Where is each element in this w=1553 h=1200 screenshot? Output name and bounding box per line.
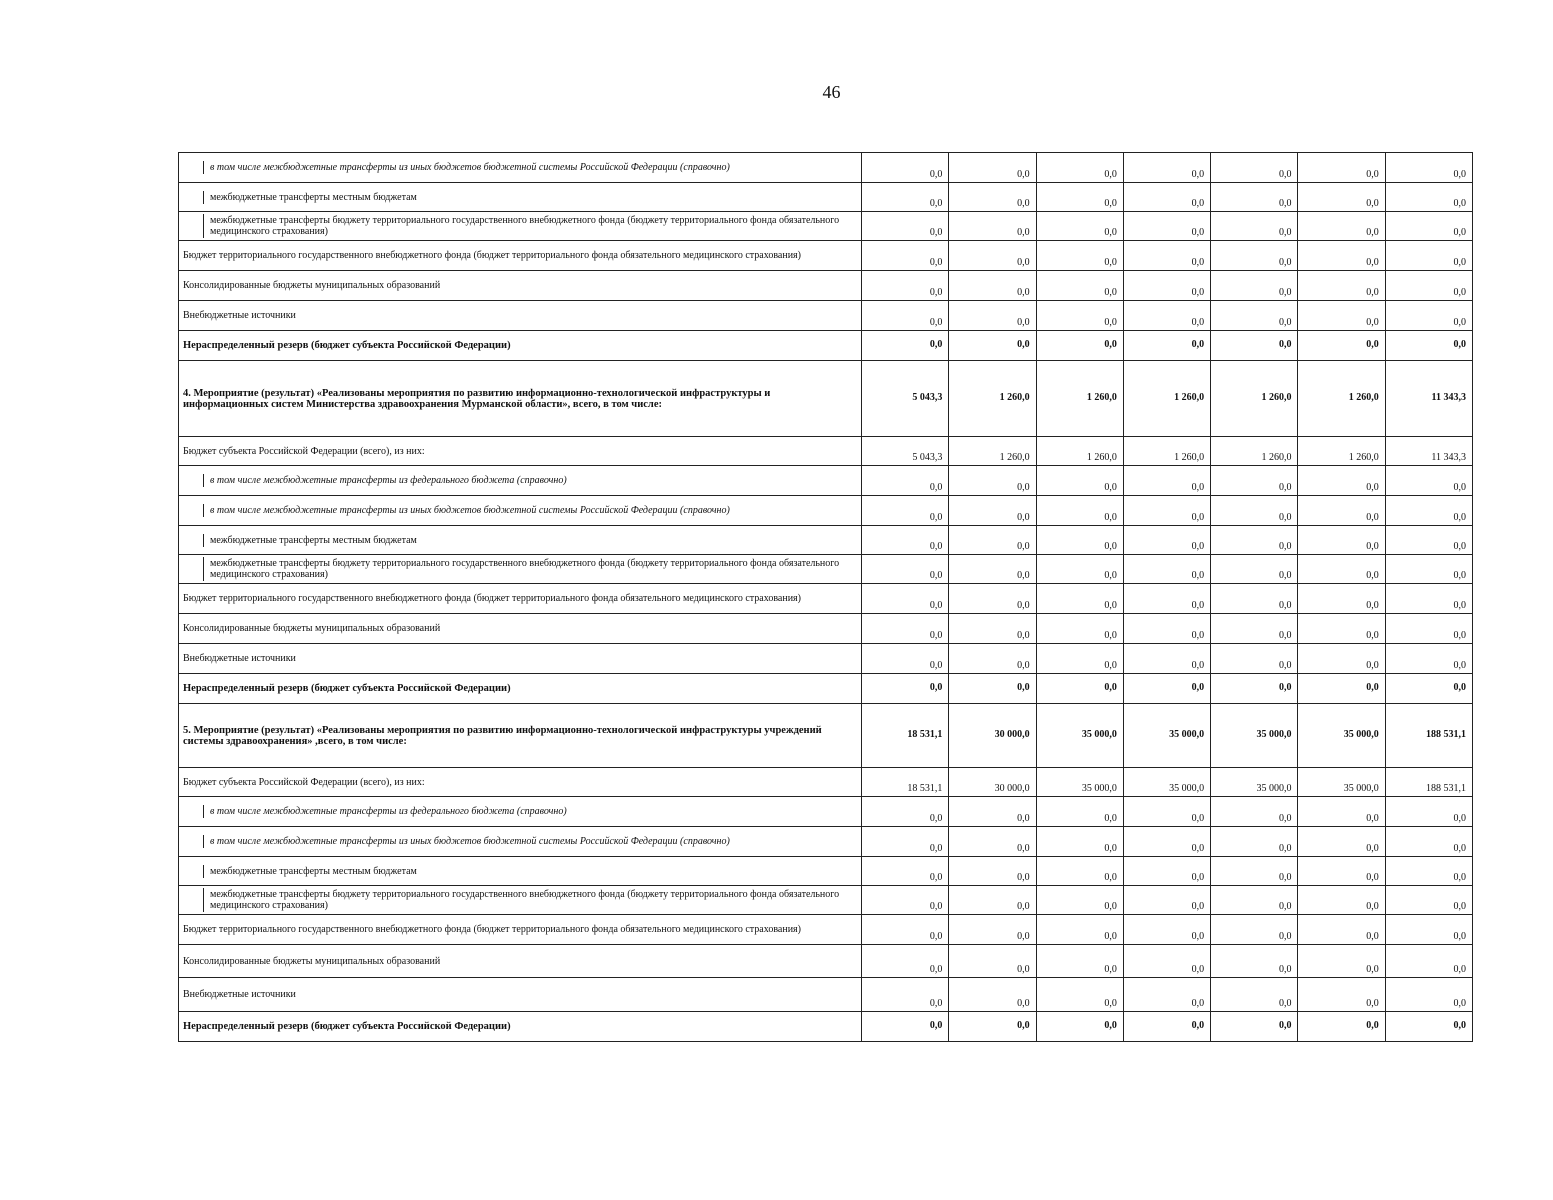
table-row — [179, 886, 1473, 915]
value-cell: 0,0 — [862, 857, 949, 886]
value-cell: 0,0 — [949, 212, 1036, 241]
value-cell: 0,0 — [1385, 555, 1472, 584]
row-label-cell — [179, 614, 862, 644]
value-cell: 1 260,0 — [1123, 361, 1210, 437]
row-label-cell — [179, 331, 862, 361]
table-row — [179, 978, 1473, 1012]
row-label-cell — [179, 183, 862, 212]
row-label-cell — [179, 271, 862, 301]
table-row — [179, 797, 1473, 827]
value-cell: 0,0 — [862, 212, 949, 241]
value-cell: 0,0 — [1036, 857, 1123, 886]
value-cell: 1 260,0 — [1036, 437, 1123, 466]
value-cell: 0,0 — [1036, 644, 1123, 674]
value-cell: 35 000,0 — [1298, 768, 1385, 797]
value-cell: 0,0 — [1298, 241, 1385, 271]
row-label-cell — [179, 584, 862, 614]
row-label-cell — [179, 301, 862, 331]
value-cell: 0,0 — [1123, 271, 1210, 301]
row-label: Консолидированные бюджеты муниципальных образований — [183, 623, 441, 634]
value-cell: 0,0 — [1211, 183, 1298, 212]
row-label: Нераспределенный резерв (бюджет субъекта Российской Федерации) — [183, 683, 511, 694]
value-cell: 0,0 — [1298, 153, 1385, 183]
value-cell: 0,0 — [862, 644, 949, 674]
value-cell: 0,0 — [1298, 644, 1385, 674]
value-cell: 0,0 — [862, 183, 949, 212]
value-cell: 188 531,1 — [1385, 704, 1472, 768]
table-row — [179, 614, 1473, 644]
value-cell: 0,0 — [1211, 584, 1298, 614]
value-cell: 0,0 — [862, 496, 949, 526]
value-cell: 0,0 — [1385, 827, 1472, 857]
value-cell: 0,0 — [1123, 584, 1210, 614]
row-label: 5. Мероприятие (результат) «Реализованы мероприятия по развитию информационно-технологической инфраструктуры учреждений системы здравоохранения» ,всего, в том числе: — [183, 724, 822, 747]
row-label-cell — [179, 915, 862, 945]
row-label: межбюджетные трансферты местным бюджетам — [203, 534, 861, 547]
row-label-cell — [179, 1012, 862, 1042]
value-cell: 0,0 — [1298, 945, 1385, 978]
row-label: Бюджет территориального государственного внебюджетного фонда (бюджет территориального фонда обязательного медицинского страхования) — [183, 593, 801, 604]
value-cell: 0,0 — [1211, 857, 1298, 886]
row-label-cell — [179, 945, 862, 978]
row-label: Нераспределенный резерв (бюджет субъекта Российской Федерации) — [183, 340, 511, 351]
table-row — [179, 212, 1473, 241]
value-cell: 0,0 — [1211, 331, 1298, 361]
value-cell: 0,0 — [949, 886, 1036, 915]
table-row — [179, 437, 1473, 466]
value-cell: 0,0 — [1211, 555, 1298, 584]
table-row — [179, 644, 1473, 674]
value-cell: 0,0 — [949, 584, 1036, 614]
row-label: Бюджет субъекта Российской Федерации (всего), из них: — [183, 776, 425, 788]
value-cell: 35 000,0 — [1211, 704, 1298, 768]
value-cell: 0,0 — [1211, 827, 1298, 857]
row-label-cell — [179, 466, 862, 496]
value-cell: 0,0 — [1385, 644, 1472, 674]
value-cell: 0,0 — [1211, 614, 1298, 644]
value-cell: 0,0 — [1123, 915, 1210, 945]
row-label-cell — [179, 496, 862, 526]
value-cell: 0,0 — [1036, 301, 1123, 331]
value-cell: 0,0 — [1298, 827, 1385, 857]
row-label: Внебюджетные источники — [183, 989, 296, 1000]
row-label-cell — [179, 674, 862, 704]
value-cell: 0,0 — [1123, 674, 1210, 704]
row-label-cell — [179, 361, 862, 437]
value-cell: 0,0 — [1298, 183, 1385, 212]
value-cell: 0,0 — [1385, 584, 1472, 614]
value-cell: 0,0 — [1298, 915, 1385, 945]
value-cell: 0,0 — [1123, 555, 1210, 584]
value-cell: 1 260,0 — [1298, 361, 1385, 437]
row-label: Бюджет субъекта Российской Федерации (всего), из них: — [183, 445, 425, 457]
value-cell: 0,0 — [1385, 301, 1472, 331]
table-row — [179, 704, 1473, 768]
value-cell: 0,0 — [1123, 526, 1210, 555]
value-cell: 0,0 — [1298, 212, 1385, 241]
value-cell: 0,0 — [1123, 241, 1210, 271]
value-cell: 0,0 — [1385, 241, 1472, 271]
table-body — [179, 153, 1473, 1042]
value-cell: 0,0 — [1298, 614, 1385, 644]
value-cell: 0,0 — [1036, 614, 1123, 644]
value-cell: 0,0 — [1036, 526, 1123, 555]
value-cell: 35 000,0 — [1036, 768, 1123, 797]
table-row — [179, 466, 1473, 496]
value-cell: 0,0 — [1385, 153, 1472, 183]
value-cell: 0,0 — [949, 797, 1036, 827]
value-cell: 0,0 — [1123, 644, 1210, 674]
value-cell: 0,0 — [1385, 271, 1472, 301]
value-cell: 11 343,3 — [1385, 361, 1472, 437]
value-cell: 0,0 — [1123, 301, 1210, 331]
value-cell: 5 043,3 — [862, 361, 949, 437]
row-label-cell — [179, 857, 862, 886]
value-cell: 11 343,3 — [1385, 437, 1472, 466]
value-cell: 0,0 — [1211, 496, 1298, 526]
value-cell: 0,0 — [1036, 271, 1123, 301]
value-cell: 35 000,0 — [1123, 768, 1210, 797]
row-label: в том числе межбюджетные трансферты из иных бюджетов бюджетной системы Российской Федерации (справочно) — [203, 161, 861, 174]
row-label-cell — [179, 886, 862, 915]
value-cell: 0,0 — [1385, 886, 1472, 915]
value-cell: 0,0 — [1123, 496, 1210, 526]
table-row — [179, 526, 1473, 555]
value-cell: 0,0 — [949, 857, 1036, 886]
value-cell: 0,0 — [1211, 241, 1298, 271]
row-label-cell — [179, 437, 862, 466]
value-cell: 1 260,0 — [1123, 437, 1210, 466]
value-cell: 0,0 — [1036, 241, 1123, 271]
value-cell: 0,0 — [1123, 797, 1210, 827]
value-cell: 0,0 — [1211, 466, 1298, 496]
value-cell: 0,0 — [1298, 301, 1385, 331]
page-number: 46 — [822, 82, 841, 102]
table-row — [179, 915, 1473, 945]
value-cell: 35 000,0 — [1036, 704, 1123, 768]
value-cell: 1 260,0 — [949, 437, 1036, 466]
row-label: в том числе межбюджетные трансферты из федерального бюджета (справочно) — [203, 474, 861, 487]
value-cell: 0,0 — [862, 331, 949, 361]
value-cell: 0,0 — [949, 644, 1036, 674]
table-row — [179, 183, 1473, 212]
table-row — [179, 153, 1473, 183]
value-cell: 30 000,0 — [949, 768, 1036, 797]
value-cell: 0,0 — [1298, 1012, 1385, 1042]
value-cell: 0,0 — [1036, 1012, 1123, 1042]
row-label-cell — [179, 797, 862, 827]
value-cell: 0,0 — [949, 526, 1036, 555]
value-cell: 0,0 — [949, 555, 1036, 584]
value-cell: 0,0 — [1036, 945, 1123, 978]
table-row — [179, 241, 1473, 271]
value-cell: 0,0 — [1211, 644, 1298, 674]
value-cell: 0,0 — [1036, 674, 1123, 704]
value-cell: 0,0 — [1211, 153, 1298, 183]
value-cell: 0,0 — [1123, 886, 1210, 915]
value-cell: 0,0 — [1123, 466, 1210, 496]
value-cell: 1 260,0 — [1298, 437, 1385, 466]
value-cell: 0,0 — [862, 1012, 949, 1042]
value-cell: 0,0 — [1298, 584, 1385, 614]
table-row — [179, 857, 1473, 886]
value-cell: 0,0 — [949, 978, 1036, 1012]
value-cell: 0,0 — [1036, 466, 1123, 496]
table-row — [179, 1012, 1473, 1042]
value-cell: 0,0 — [862, 466, 949, 496]
value-cell: 0,0 — [862, 271, 949, 301]
value-cell: 0,0 — [1123, 978, 1210, 1012]
value-cell: 0,0 — [949, 614, 1036, 644]
value-cell: 0,0 — [1298, 857, 1385, 886]
table-row — [179, 555, 1473, 584]
value-cell: 0,0 — [862, 614, 949, 644]
value-cell: 0,0 — [1385, 1012, 1472, 1042]
value-cell: 1 260,0 — [1211, 361, 1298, 437]
value-cell: 0,0 — [949, 301, 1036, 331]
value-cell: 35 000,0 — [1298, 704, 1385, 768]
value-cell: 18 531,1 — [862, 768, 949, 797]
value-cell: 18 531,1 — [862, 704, 949, 768]
value-cell: 0,0 — [1036, 978, 1123, 1012]
value-cell: 0,0 — [1298, 496, 1385, 526]
value-cell: 0,0 — [862, 301, 949, 331]
row-label-cell — [179, 827, 862, 857]
value-cell: 0,0 — [949, 183, 1036, 212]
row-label: Внебюджетные источники — [183, 310, 296, 321]
value-cell: 1 260,0 — [1036, 361, 1123, 437]
row-label: Нераспределенный резерв (бюджет субъекта Российской Федерации) — [183, 1021, 511, 1032]
value-cell: 0,0 — [1211, 945, 1298, 978]
value-cell: 0,0 — [1123, 212, 1210, 241]
value-cell: 0,0 — [1123, 827, 1210, 857]
value-cell: 0,0 — [1036, 915, 1123, 945]
row-label: Бюджет территориального государственного внебюджетного фонда (бюджет территориального фонда обязательного медицинского страхования) — [183, 250, 801, 261]
value-cell: 0,0 — [1036, 331, 1123, 361]
value-cell: 0,0 — [1298, 674, 1385, 704]
row-label: Внебюджетные источники — [183, 653, 296, 664]
value-cell: 0,0 — [862, 674, 949, 704]
row-label-cell — [179, 704, 862, 768]
row-label-cell — [179, 153, 862, 183]
value-cell: 0,0 — [1298, 331, 1385, 361]
value-cell: 0,0 — [949, 331, 1036, 361]
budget-table — [178, 152, 1473, 1042]
table-row — [179, 945, 1473, 978]
value-cell: 1 260,0 — [949, 361, 1036, 437]
value-cell: 0,0 — [1036, 584, 1123, 614]
value-cell: 0,0 — [1036, 827, 1123, 857]
value-cell: 0,0 — [1298, 978, 1385, 1012]
value-cell: 0,0 — [1298, 886, 1385, 915]
value-cell: 0,0 — [949, 466, 1036, 496]
value-cell: 0,0 — [1211, 674, 1298, 704]
value-cell: 0,0 — [1385, 674, 1472, 704]
value-cell: 0,0 — [1123, 183, 1210, 212]
value-cell: 0,0 — [862, 153, 949, 183]
value-cell: 0,0 — [1385, 212, 1472, 241]
row-label-cell — [179, 212, 862, 241]
table-row — [179, 674, 1473, 704]
row-label: Консолидированные бюджеты муниципальных образований — [183, 955, 441, 967]
value-cell: 0,0 — [1036, 496, 1123, 526]
value-cell: 0,0 — [1123, 857, 1210, 886]
value-cell: 0,0 — [1385, 857, 1472, 886]
row-label: межбюджетные трансферты местным бюджетам — [203, 191, 861, 204]
value-cell: 0,0 — [1211, 301, 1298, 331]
row-label: межбюджетные трансферты бюджету территориального государственного внебюджетного фонда (бюджету территориального фонда обязательного медицинского страхования) — [203, 888, 861, 912]
value-cell: 0,0 — [1211, 271, 1298, 301]
value-cell: 5 043,3 — [862, 437, 949, 466]
value-cell: 0,0 — [1211, 1012, 1298, 1042]
value-cell: 0,0 — [1385, 614, 1472, 644]
value-cell: 188 531,1 — [1385, 768, 1472, 797]
table-row — [179, 584, 1473, 614]
value-cell: 0,0 — [1123, 614, 1210, 644]
value-cell: 0,0 — [1036, 212, 1123, 241]
value-cell: 0,0 — [862, 584, 949, 614]
value-cell: 0,0 — [1385, 496, 1472, 526]
value-cell: 0,0 — [1385, 797, 1472, 827]
value-cell: 0,0 — [1123, 1012, 1210, 1042]
value-cell: 0,0 — [1298, 797, 1385, 827]
value-cell: 35 000,0 — [1123, 704, 1210, 768]
value-cell: 0,0 — [1298, 466, 1385, 496]
row-label: в том числе межбюджетные трансферты из иных бюджетов бюджетной системы Российской Федерации (справочно) — [203, 835, 861, 848]
row-label: в том числе межбюджетные трансферты из иных бюджетов бюджетной системы Российской Федерации (справочно) — [203, 504, 861, 517]
row-label: Бюджет территориального государственного внебюджетного фонда (бюджет территориального фонда обязательного медицинского страхования) — [183, 924, 801, 935]
value-cell: 0,0 — [1211, 915, 1298, 945]
value-cell: 0,0 — [949, 945, 1036, 978]
value-cell: 0,0 — [1385, 915, 1472, 945]
value-cell: 0,0 — [949, 674, 1036, 704]
value-cell: 0,0 — [862, 241, 949, 271]
value-cell: 0,0 — [1211, 212, 1298, 241]
table-row — [179, 496, 1473, 526]
value-cell: 0,0 — [1385, 331, 1472, 361]
row-label-cell — [179, 644, 862, 674]
value-cell: 0,0 — [1385, 466, 1472, 496]
value-cell: 0,0 — [949, 241, 1036, 271]
value-cell: 0,0 — [1385, 978, 1472, 1012]
value-cell: 0,0 — [949, 915, 1036, 945]
value-cell: 0,0 — [1385, 945, 1472, 978]
value-cell: 0,0 — [949, 153, 1036, 183]
value-cell: 1 260,0 — [1211, 437, 1298, 466]
value-cell: 0,0 — [1385, 183, 1472, 212]
value-cell: 0,0 — [1036, 183, 1123, 212]
value-cell: 0,0 — [862, 886, 949, 915]
table-row — [179, 361, 1473, 437]
row-label: в том числе межбюджетные трансферты из федерального бюджета (справочно) — [203, 805, 861, 818]
value-cell: 0,0 — [949, 827, 1036, 857]
table-row — [179, 827, 1473, 857]
row-label: Консолидированные бюджеты муниципальных образований — [183, 280, 441, 291]
value-cell: 0,0 — [949, 271, 1036, 301]
value-cell: 0,0 — [1036, 153, 1123, 183]
value-cell: 0,0 — [862, 526, 949, 555]
value-cell: 0,0 — [862, 915, 949, 945]
table-row — [179, 331, 1473, 361]
value-cell: 0,0 — [862, 978, 949, 1012]
value-cell: 0,0 — [1123, 331, 1210, 361]
value-cell: 0,0 — [949, 1012, 1036, 1042]
row-label-cell — [179, 768, 862, 797]
row-label-cell — [179, 555, 862, 584]
value-cell: 0,0 — [862, 555, 949, 584]
value-cell: 0,0 — [862, 827, 949, 857]
row-label: межбюджетные трансферты местным бюджетам — [203, 865, 861, 878]
value-cell: 0,0 — [1211, 886, 1298, 915]
value-cell: 0,0 — [1211, 526, 1298, 555]
value-cell: 0,0 — [1036, 797, 1123, 827]
value-cell: 0,0 — [1298, 526, 1385, 555]
value-cell: 0,0 — [1123, 153, 1210, 183]
value-cell: 0,0 — [1211, 797, 1298, 827]
table-row — [179, 271, 1473, 301]
value-cell: 0,0 — [862, 797, 949, 827]
value-cell: 0,0 — [1036, 886, 1123, 915]
value-cell: 0,0 — [1385, 526, 1472, 555]
table-row — [179, 301, 1473, 331]
value-cell: 0,0 — [1036, 555, 1123, 584]
row-label-cell — [179, 241, 862, 271]
row-label: межбюджетные трансферты бюджету территориального государственного внебюджетного фонда (бюджету территориального фонда обязательного медицинского страхования) — [203, 214, 861, 238]
value-cell: 30 000,0 — [949, 704, 1036, 768]
value-cell: 0,0 — [1211, 978, 1298, 1012]
row-label: 4. Мероприятие (результат) «Реализованы мероприятия по развитию информационно-технологической инфраструктуры и информационных систем Министерства здравоохранения Мурманской области», всего, в том числе: — [183, 387, 771, 410]
value-cell: 0,0 — [862, 945, 949, 978]
value-cell: 35 000,0 — [1211, 768, 1298, 797]
row-label-cell — [179, 526, 862, 555]
value-cell: 0,0 — [949, 496, 1036, 526]
row-label: межбюджетные трансферты бюджету территориального государственного внебюджетного фонда (бюджету территориального фонда обязательного медицинского страхования) — [203, 557, 861, 581]
table-row — [179, 768, 1473, 797]
value-cell: 0,0 — [1298, 555, 1385, 584]
value-cell: 0,0 — [1123, 945, 1210, 978]
value-cell: 0,0 — [1298, 271, 1385, 301]
row-label-cell — [179, 978, 862, 1012]
